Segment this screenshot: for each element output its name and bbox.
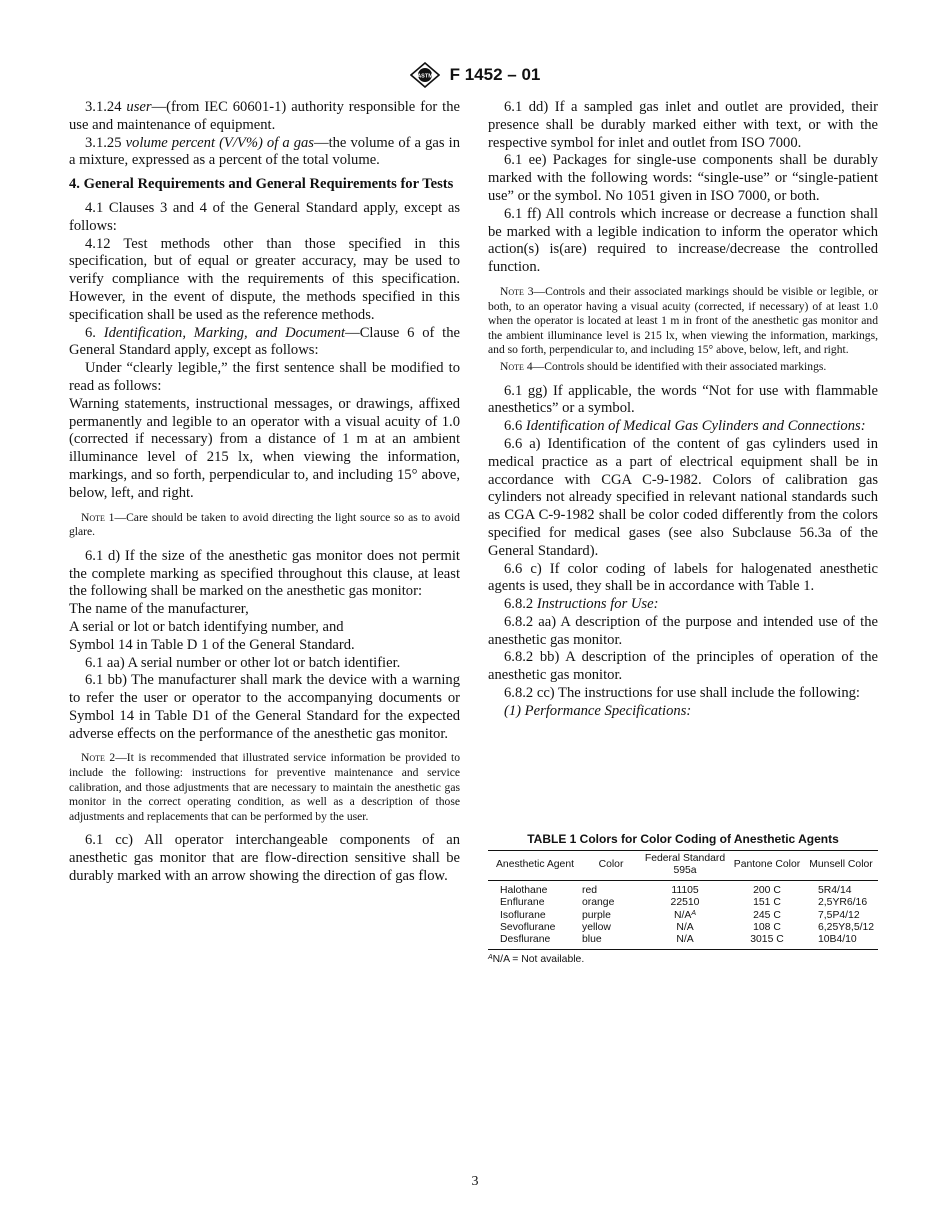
table-cell: orange bbox=[582, 897, 615, 909]
svg-text:ASTM: ASTM bbox=[416, 73, 433, 80]
column-header: Color bbox=[582, 851, 640, 881]
table-cell: 2,5YR6/16 bbox=[818, 897, 868, 909]
table-cell: 3015 C bbox=[730, 934, 804, 949]
page-number: 3 bbox=[471, 1174, 479, 1189]
paragraph-6-1-bb: 6.1 bb) The manufacturer shall mark the device with a warning to refer the user or operator to the accompanying documents or Symbol 14 in Table D1 of the General Standard for the expected adverse effects on the performance of the anesthetic gas monitor. bbox=[69, 672, 460, 742]
paragraph-3-1-24: 3.1.24 user—(from IEC 60601-1) authority responsible for the use and maintenance of equipment. bbox=[69, 99, 460, 133]
list-item: The name of the manufacturer, bbox=[69, 601, 249, 618]
table-row bbox=[488, 880, 878, 897]
paragraph-6: 6. Identification, Marking, and Document—Clause 6 of the General Standard apply, except as follows: bbox=[69, 324, 461, 359]
section-heading-4: 4. General Requirements and General Requirements for Tests bbox=[69, 176, 454, 193]
table-cell: $N/A^A$ bbox=[674, 909, 696, 921]
table-cell: Desflurane bbox=[488, 934, 582, 949]
paragraph-6-1-dd: 6.1 dd) If a sampled gas inlet and outlet are provided, their presence shall be durably marked either with text, or with the respective symbol for inlet and outlet from ISO 7000. bbox=[488, 99, 878, 151]
left-column bbox=[69, 99, 460, 886]
table-cell: red bbox=[582, 884, 598, 896]
column-header: Anesthetic Agent bbox=[488, 851, 582, 881]
table-cell: 151 C bbox=[753, 897, 781, 909]
table-cell: 108 C bbox=[753, 922, 781, 934]
table-cell: Enflurane bbox=[500, 897, 545, 909]
table-row bbox=[488, 897, 878, 909]
note-4: Note 4—Controls should be identified with their associated markings. bbox=[500, 359, 827, 373]
table-cell: 200 C bbox=[753, 884, 781, 896]
paragraph-6-8-2-aa: 6.8.2 aa) A description of the purpose and intended use of the anesthetic gas monitor. bbox=[488, 613, 878, 648]
paragraph-warning-statements: Warning statements, instructional messages, or drawings, affixed permanently and legible to an operator with a visual acuity of 1.0 (corrected if necessary) from a distance of 1 m at an ambient illuminance level of 215 lx, when viewing the information, markings, and so forth, perpendicular to, and including 15° above, below, left, and right. bbox=[69, 395, 460, 501]
colors-table bbox=[488, 850, 878, 950]
table-row bbox=[488, 922, 878, 934]
table-row bbox=[488, 910, 878, 922]
astm-logo-icon bbox=[410, 62, 440, 88]
table-cell: N/A bbox=[676, 922, 694, 934]
table-cell: 5R4/14 bbox=[818, 884, 852, 896]
paragraph-6-1-aa: 6.1 aa) A serial number or other lot or batch identifier. bbox=[85, 654, 401, 671]
page-header bbox=[0, 62, 950, 88]
note-3: Note 3—Controls and their associated markings should be visible or legible, or both, to an operator having a visual acuity (corrected, if necessary) of at least 1.0 when the operator is located at least 1 m in front of the anesthetic gas monitor and the ambient illuminance level is 215 lx, when viewing the information, markings, and so forth, perpendicular to, and including 15° above, below, left, and right. bbox=[488, 284, 878, 357]
paragraph-4-1: 4.1 Clauses 3 and 4 of the General Standard apply, except as follows: bbox=[69, 199, 460, 234]
right-column bbox=[488, 99, 878, 721]
table-cell: N/A bbox=[640, 934, 730, 949]
document-id: F 1452 – 01 bbox=[449, 65, 541, 84]
table-cell: purple bbox=[582, 909, 611, 921]
list-item: A serial or lot or batch identifying number, and bbox=[69, 618, 344, 635]
paragraph-performance-specifications: (1) Performance Specifications: bbox=[504, 702, 692, 719]
paragraph-6-1-gg: 6.1 gg) If applicable, the words “Not for use with flammable anesthetics” or a symbol. bbox=[488, 382, 878, 417]
paragraph-6-1-ee: 6.1 ee) Packages for single-use components shall be durably marked with the following words: “single-use” or “single-patient use” or the symbol. No 1051 given in ISO 7000, or both. bbox=[488, 152, 878, 204]
table-cell: Sevoflurane bbox=[500, 922, 556, 934]
footnote-marker: A bbox=[691, 909, 696, 917]
note-1: Note 1—Care should be taken to avoid directing the light source so as to avoid glare. bbox=[69, 510, 460, 539]
paragraph-6-1-ff: 6.1 ff) All controls which increase or decrease a function shall be marked with a legible indication to inform the operator which action(s) is(are) required to increase/decrease the controlled function. bbox=[488, 205, 878, 276]
table-title: TABLE 1 Colors for Color Coding of Anesthetic Agents bbox=[527, 832, 839, 846]
paragraph-6-8-2-bb: 6.8.2 bb) A description of the principles of operation of the anesthetic gas monitor. bbox=[488, 649, 878, 684]
table-cell: 10B4/10 bbox=[804, 934, 878, 949]
paragraph-4-12: 4.12 Test methods other than those specified in this specification, but of equal or greater accuracy, may be used to verify compliance with the requirements of this specification. However, in the event of dispute, the methods specified in this specification shall be used as the reference methods. bbox=[69, 235, 460, 323]
table-cell: blue bbox=[582, 934, 640, 949]
paragraph-3-1-25: 3.1.25 volume percent (V/V%) of a gas—the volume of a gas in a mixture, expressed as a percent of the total volume. bbox=[69, 134, 460, 169]
paragraph-6-1-d: 6.1 d) If the size of the anesthetic gas monitor does not permit the complete marking as specified throughout this clause, at least the following shall be marked on the anesthetic gas monitor: bbox=[69, 547, 460, 600]
paragraph-6-6: 6.6 Identification of Medical Gas Cylinders and Connections: bbox=[504, 418, 866, 435]
table-footnote: $^A$N/A = Not available. bbox=[488, 953, 585, 965]
paragraph-6-8-2-cc: 6.8.2 cc) The instructions for use shall include the following: bbox=[504, 685, 860, 702]
paragraph-6-1-cc: 6.1 cc) All operator interchangeable components of an anesthetic gas monitor that are flow-direction sensitive shall be durably marked with an arrow showing the direction of gas flow. bbox=[69, 832, 460, 885]
table-cell: 7,5P4/12 bbox=[818, 909, 860, 921]
column-header: Munsell Color bbox=[804, 851, 878, 881]
table-1 bbox=[488, 832, 878, 965]
table-cell: Halothane bbox=[500, 884, 548, 896]
table-cell: 11105 bbox=[671, 884, 699, 896]
column-header: Pantone Color bbox=[730, 851, 804, 881]
table-cell: 245 C bbox=[753, 909, 781, 921]
paragraph-6-6-c: 6.6 c) If color coding of labels for halogenated anesthetic agents is used, they shall be in accordance with Table 1. bbox=[488, 560, 878, 595]
table-row bbox=[488, 934, 878, 949]
column-header: Federal Standard 595a bbox=[640, 851, 730, 881]
table-header-row bbox=[488, 851, 878, 881]
paragraph-clearly-legible: Under “clearly legible,” the first sentence shall be modified to read as follows: bbox=[69, 360, 460, 394]
table-cell: yellow bbox=[582, 922, 611, 934]
table-cell: 6,25Y8,5/12 bbox=[818, 922, 875, 934]
note-2: Note 2—It is recommended that illustrated service information be provided to include the following: instructions for preventive maintenance and service calibration, and those adjustments that are necessary to maintain the anesthetic gas monitor in the correct operating condition, as well as a description of those adjustments and replacements that can be performed by the user. bbox=[69, 751, 460, 823]
paragraph-6-6-a: 6.6 a) Identification of the content of gas cylinders used in medical practice as a part of electrical equipment shall be in accordance with CGA C-9-1982. Colors of calibration gas cylinders not already specified in relevant national standards such as CGA C-9-1982 shall be color coded differently from the colors specified for medical gases (see also Subclause 56.3a of the General Standard). bbox=[488, 435, 878, 559]
table-cell: 22510 bbox=[670, 897, 700, 909]
paragraph-6-8-2: 6.8.2 Instructions for Use: bbox=[504, 596, 659, 613]
list-item: Symbol 14 in Table D 1 of the General Standard. bbox=[69, 636, 355, 653]
table-cell: Isoflurane bbox=[500, 909, 546, 921]
